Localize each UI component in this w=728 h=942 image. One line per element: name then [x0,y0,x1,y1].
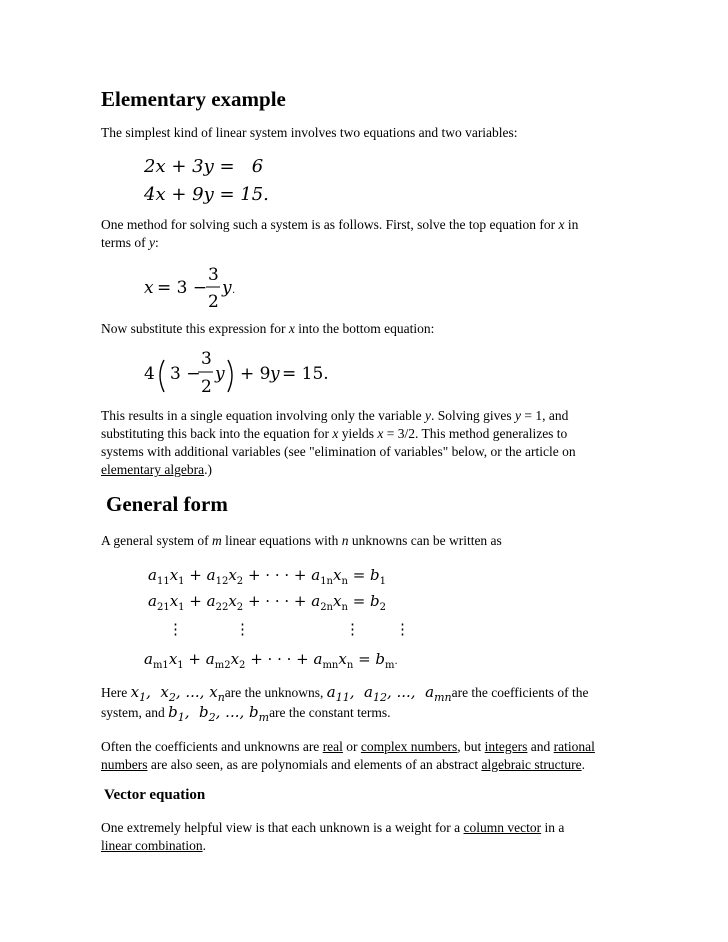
svg-text:+ 9: + 9 [240,364,271,384]
paragraph-often-line1: Often the coefficients and unknowns are real or complex numbers, but integers and rational [101,739,595,754]
heading-vector-equation: Vector equation [104,787,206,803]
equation-general-system [140,560,430,672]
equation-substitution [140,346,335,404]
svg-text:y: y [222,278,232,298]
paragraph-method-line1: One method for solving such a system is as follows. First, solve the top equation for x in [101,217,579,232]
svg-text:2: 2 [208,292,219,312]
svg-text:⋮: ⋮ [168,620,183,638]
paragraph-vector-line1: One extremely helpful view is that each unknown is a weight for a column vector in a [101,820,565,835]
svg-text:2: 2 [201,377,212,397]
paragraph-often-line2: numbers are also seen, as are polynomials and elements of an abstract algebraic structure. [101,757,585,772]
link-rational-numbers[interactable]: numbers [101,757,148,772]
svg-text:3 −: 3 − [170,364,201,384]
paragraph-result-line2: substituting this back into the equation for x yields x = 3/2. This method generalizes to [101,426,568,441]
link-integers[interactable]: integers [484,739,528,754]
svg-text:3: 3 [208,265,219,285]
paragraph-here-line1: Here $x_1$, $x_2$, ..., $x_nare$ the unknowns, $a_{11}$, $a_{12}$, ..., $a_{mn}are$ the coefficients of the [101,683,589,704]
svg-text:3: 3 [201,349,212,369]
paragraph-intro: The simplest kind of linear system involves two equations and two variables: [101,125,518,140]
coefficients-list: $a_{11}$, $a_{12}$, ..., $a_{mn}$ [326,683,452,704]
paragraph-result-line1: This results in a single equation involving only the variable y. Solving gives y = 1, and [101,408,569,423]
link-algebraic-structure[interactable]: algebraic structure [481,757,582,772]
svg-text:.: . [232,285,236,296]
svg-text:= 3 −: = 3 − [157,278,208,298]
svg-text:am1x1 + am2x2 + · · · + amnxn: $a_{m1}x_1 + a_{m2}x_2$ + · · · + $a_{mn}x_n = b_m^.$ [144,650,398,671]
svg-text:⋮: ⋮ [395,620,410,638]
heading-elementary-example: Elementary example [101,87,286,111]
svg-text:y: y [215,364,225,384]
link-elementary-algebra[interactable]: elementary algebra [101,462,205,477]
paragraph-here-line2: system, and $b_1$, $b_2$, ..., $b_mare$ the constant terms. [101,703,391,724]
paragraph-result-line3: systems with additional variables (see "elimination of variables" below, or the article on [101,444,576,459]
heading-general-form: General form [106,492,228,516]
svg-text:⋮: ⋮ [345,620,360,638]
svg-text:a11x1 + a12x2 + · · · + a1nx: $a_{11}x_1 + a_{12}x_2$ + · · · + $a_{1n}x_n = b_1$ [148,566,387,587]
unknowns-list: $x_1$, $x_2$, ..., $x_n$ [130,683,225,704]
paragraph-general-intro: A general system of m linear equations with n unknowns can be written as [101,533,502,548]
equation-system [140,150,280,206]
svg-text:4: 4 [144,364,155,384]
svg-text:x: x [144,278,154,298]
link-column-vector[interactable]: column vector [463,820,542,835]
link-linear-combination[interactable]: linear combination [101,838,203,853]
paragraph-method-line2: terms of y: [101,235,159,250]
equation-x-solution [140,262,250,316]
link-real[interactable]: real [322,739,343,754]
svg-text:y: y [270,364,280,384]
equation-line-1: 2x + 3y = 6 [144,156,264,177]
paragraph-substitute: Now substitute this expression for x into the bottom equation: [101,321,435,336]
link-rational[interactable]: rational [553,739,595,754]
svg-text:a21x1 + a22x2 + · · · + a2nx: $a_{21}x_1 + a_{22}x_2$ + · · · + $a_{2n}x_n = b_2$ [148,592,387,613]
link-complex-numbers[interactable]: complex numbers [360,739,458,754]
constants-list: $b_1$, $b_2$, ..., $b_m$ [168,703,270,724]
paragraph-vector-line2: linear combination. [101,838,206,853]
paragraph-result-line4: elementary algebra.) [101,462,212,477]
equation-line-2: 4x + 9y = 15. [144,184,269,205]
svg-text:= 15.: = 15. [282,364,329,384]
svg-text:⋮: ⋮ [235,620,250,638]
